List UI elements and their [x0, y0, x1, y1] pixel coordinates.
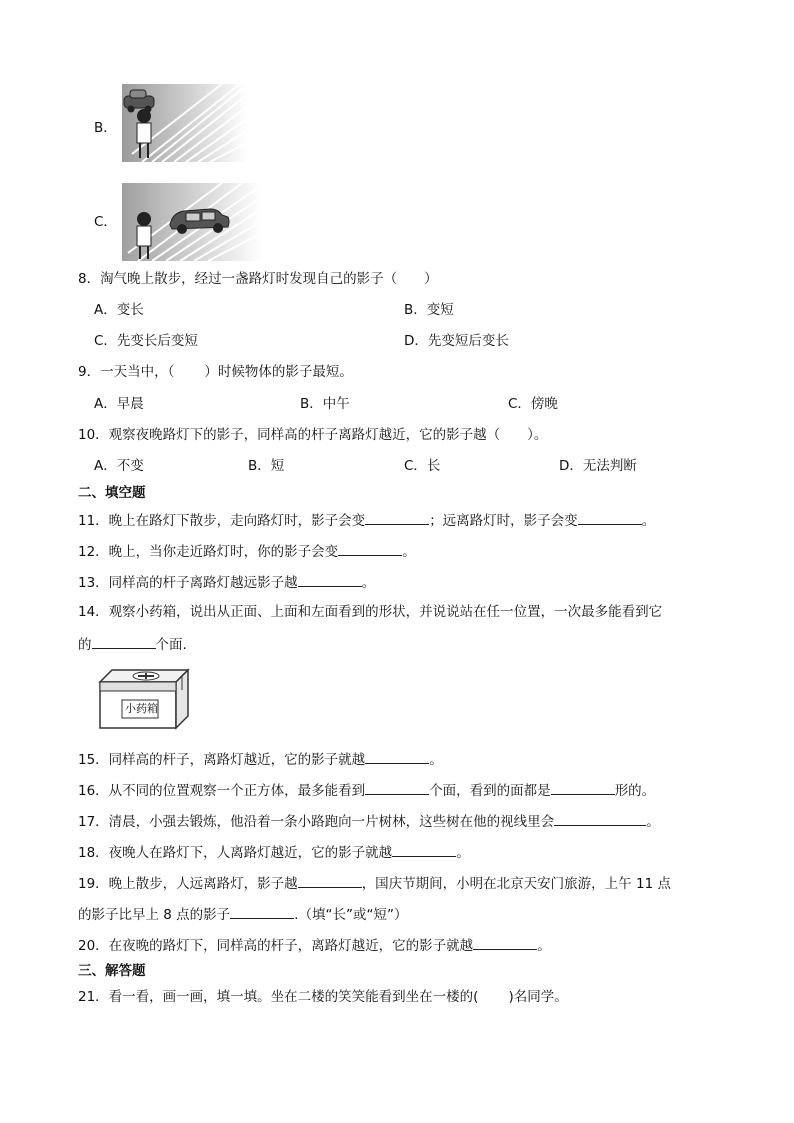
q11-part3: 。: [641, 513, 656, 529]
q19-part1: 19．晚上散步，人远离路灯，影子越: [78, 876, 298, 892]
q14-blank[interactable]: [92, 634, 156, 649]
q15-blank[interactable]: [365, 749, 429, 764]
q17-part1: 17．清晨，小强去锻炼，他沿着一条小路跑向一片树林，这些树在他的视线里会: [78, 814, 555, 830]
q19-line2-part1: 的影子比早上 8 点的影子: [78, 907, 231, 923]
q8-option-c[interactable]: C．先变长后变短: [94, 333, 198, 349]
q19-blank-2[interactable]: [230, 904, 294, 919]
q19-blank-1[interactable]: [298, 873, 362, 888]
q17-blank[interactable]: [554, 811, 646, 826]
section-fill-in-heading: 二、填空题: [78, 485, 146, 501]
q18-blank[interactable]: [392, 842, 456, 857]
q18: [78, 842, 470, 862]
q9-option-b[interactable]: B．中午: [300, 396, 350, 412]
medicine-box-image: [98, 668, 190, 730]
q11-part1: 11．晚上在路灯下散步，走向路灯时，影子会变: [78, 513, 366, 529]
q12: [78, 541, 416, 561]
q15-part2: 。: [429, 752, 443, 768]
q11-blank-2[interactable]: [578, 510, 642, 525]
q7-option-b-image: [122, 84, 248, 162]
q9-text: [78, 363, 353, 381]
q9-text-pre: 9．一天当中，（: [78, 364, 175, 380]
q21-part2: )名同学。: [508, 989, 568, 1005]
q14-line2: [78, 634, 187, 654]
q19-line1: [78, 873, 671, 893]
q19-part2: ，国庆节期间，小明在北京天安门旅游，上午 11 点: [361, 876, 671, 892]
q9-option-a[interactable]: A．早晨: [94, 396, 144, 412]
q16-part1: 16．从不同的位置观察一个正方体，最多能看到: [78, 783, 366, 799]
q20: [78, 935, 551, 955]
q10-option-d[interactable]: D．无法判断: [559, 458, 637, 474]
q13-blank[interactable]: [298, 572, 362, 587]
q16: [78, 780, 655, 800]
q10-option-a[interactable]: A．不变: [94, 458, 144, 474]
q12-part2: 。: [402, 544, 416, 560]
q16-blank-1[interactable]: [365, 780, 429, 795]
q14-line1: 14．观察小药箱，说出从正面、上面和左面看到的形状，并说说站在任一位置，一次最多能看到它: [78, 604, 663, 620]
q8-option-d[interactable]: D．先变短后变长: [404, 333, 509, 349]
q11: [78, 510, 655, 530]
q16-part3: 形的。: [614, 783, 656, 799]
q7-option-c-label[interactable]: C．: [94, 214, 117, 230]
q9-text-post: ）时候物体的影子最短。: [204, 364, 353, 380]
q10-option-b[interactable]: B．短: [248, 458, 285, 474]
q15-part1: 15．同样高的杆子，离路灯越近，它的影子就越: [78, 752, 366, 768]
q11-blank-1[interactable]: [365, 510, 429, 525]
q17-part2: 。: [646, 814, 660, 830]
q18-part1: 18．夜晚人在路灯下，人离路灯越近，它的影子就越: [78, 845, 393, 861]
q20-blank[interactable]: [473, 935, 537, 950]
q17: [78, 811, 660, 831]
q9-option-c[interactable]: C．傍晚: [508, 396, 558, 412]
q8-text: 8．淘气晚上散步，经过一盏路灯时发现自己的影子（ ）: [78, 271, 438, 287]
q14-line2-post: 个面.: [155, 637, 187, 653]
section-answer-heading: 三、解答题: [78, 963, 146, 979]
q10-text: 10．观察夜晚路灯下的影子，同样高的杆子离路灯越近，它的影子越（ ）。: [78, 427, 548, 443]
q12-part1: 12．晚上，当你走近路灯时，你的影子会变: [78, 544, 339, 560]
q13: [78, 572, 375, 592]
q13-part1: 13．同样高的杆子离路灯越远影子越: [78, 575, 298, 591]
q21: [78, 988, 568, 1006]
q10-option-c[interactable]: C．长: [404, 458, 441, 474]
q7-option-c-image: [122, 183, 262, 261]
q21-part1: 21．看一看，画一画，填一填。坐在二楼的笑笑能看到坐在一楼的(: [78, 989, 479, 1005]
q16-blank-2[interactable]: [551, 780, 615, 795]
q20-part1: 20．在夜晚的路灯下，同样高的杆子，离路灯越近，它的影子就越: [78, 938, 474, 954]
q20-part2: 。: [537, 938, 551, 954]
q8-option-b[interactable]: B．变短: [404, 302, 454, 318]
q8-option-a[interactable]: A．变长: [94, 302, 144, 318]
q19-line2-part2: .（填“长”或“短”）: [294, 907, 408, 923]
q7-option-b-label[interactable]: B．: [94, 120, 117, 136]
q14-line2-pre: 的: [78, 637, 92, 653]
q13-part2: 。: [361, 575, 376, 591]
q11-part2: ；远离路灯时，影子会变: [429, 513, 578, 529]
q15: [78, 749, 443, 769]
q18-part2: 。: [456, 845, 470, 861]
q12-blank[interactable]: [338, 541, 402, 556]
medicine-box-label: 小药箱: [125, 702, 158, 715]
q19-line2: [78, 904, 407, 924]
q16-part2: 个面，看到的面都是: [429, 783, 551, 799]
